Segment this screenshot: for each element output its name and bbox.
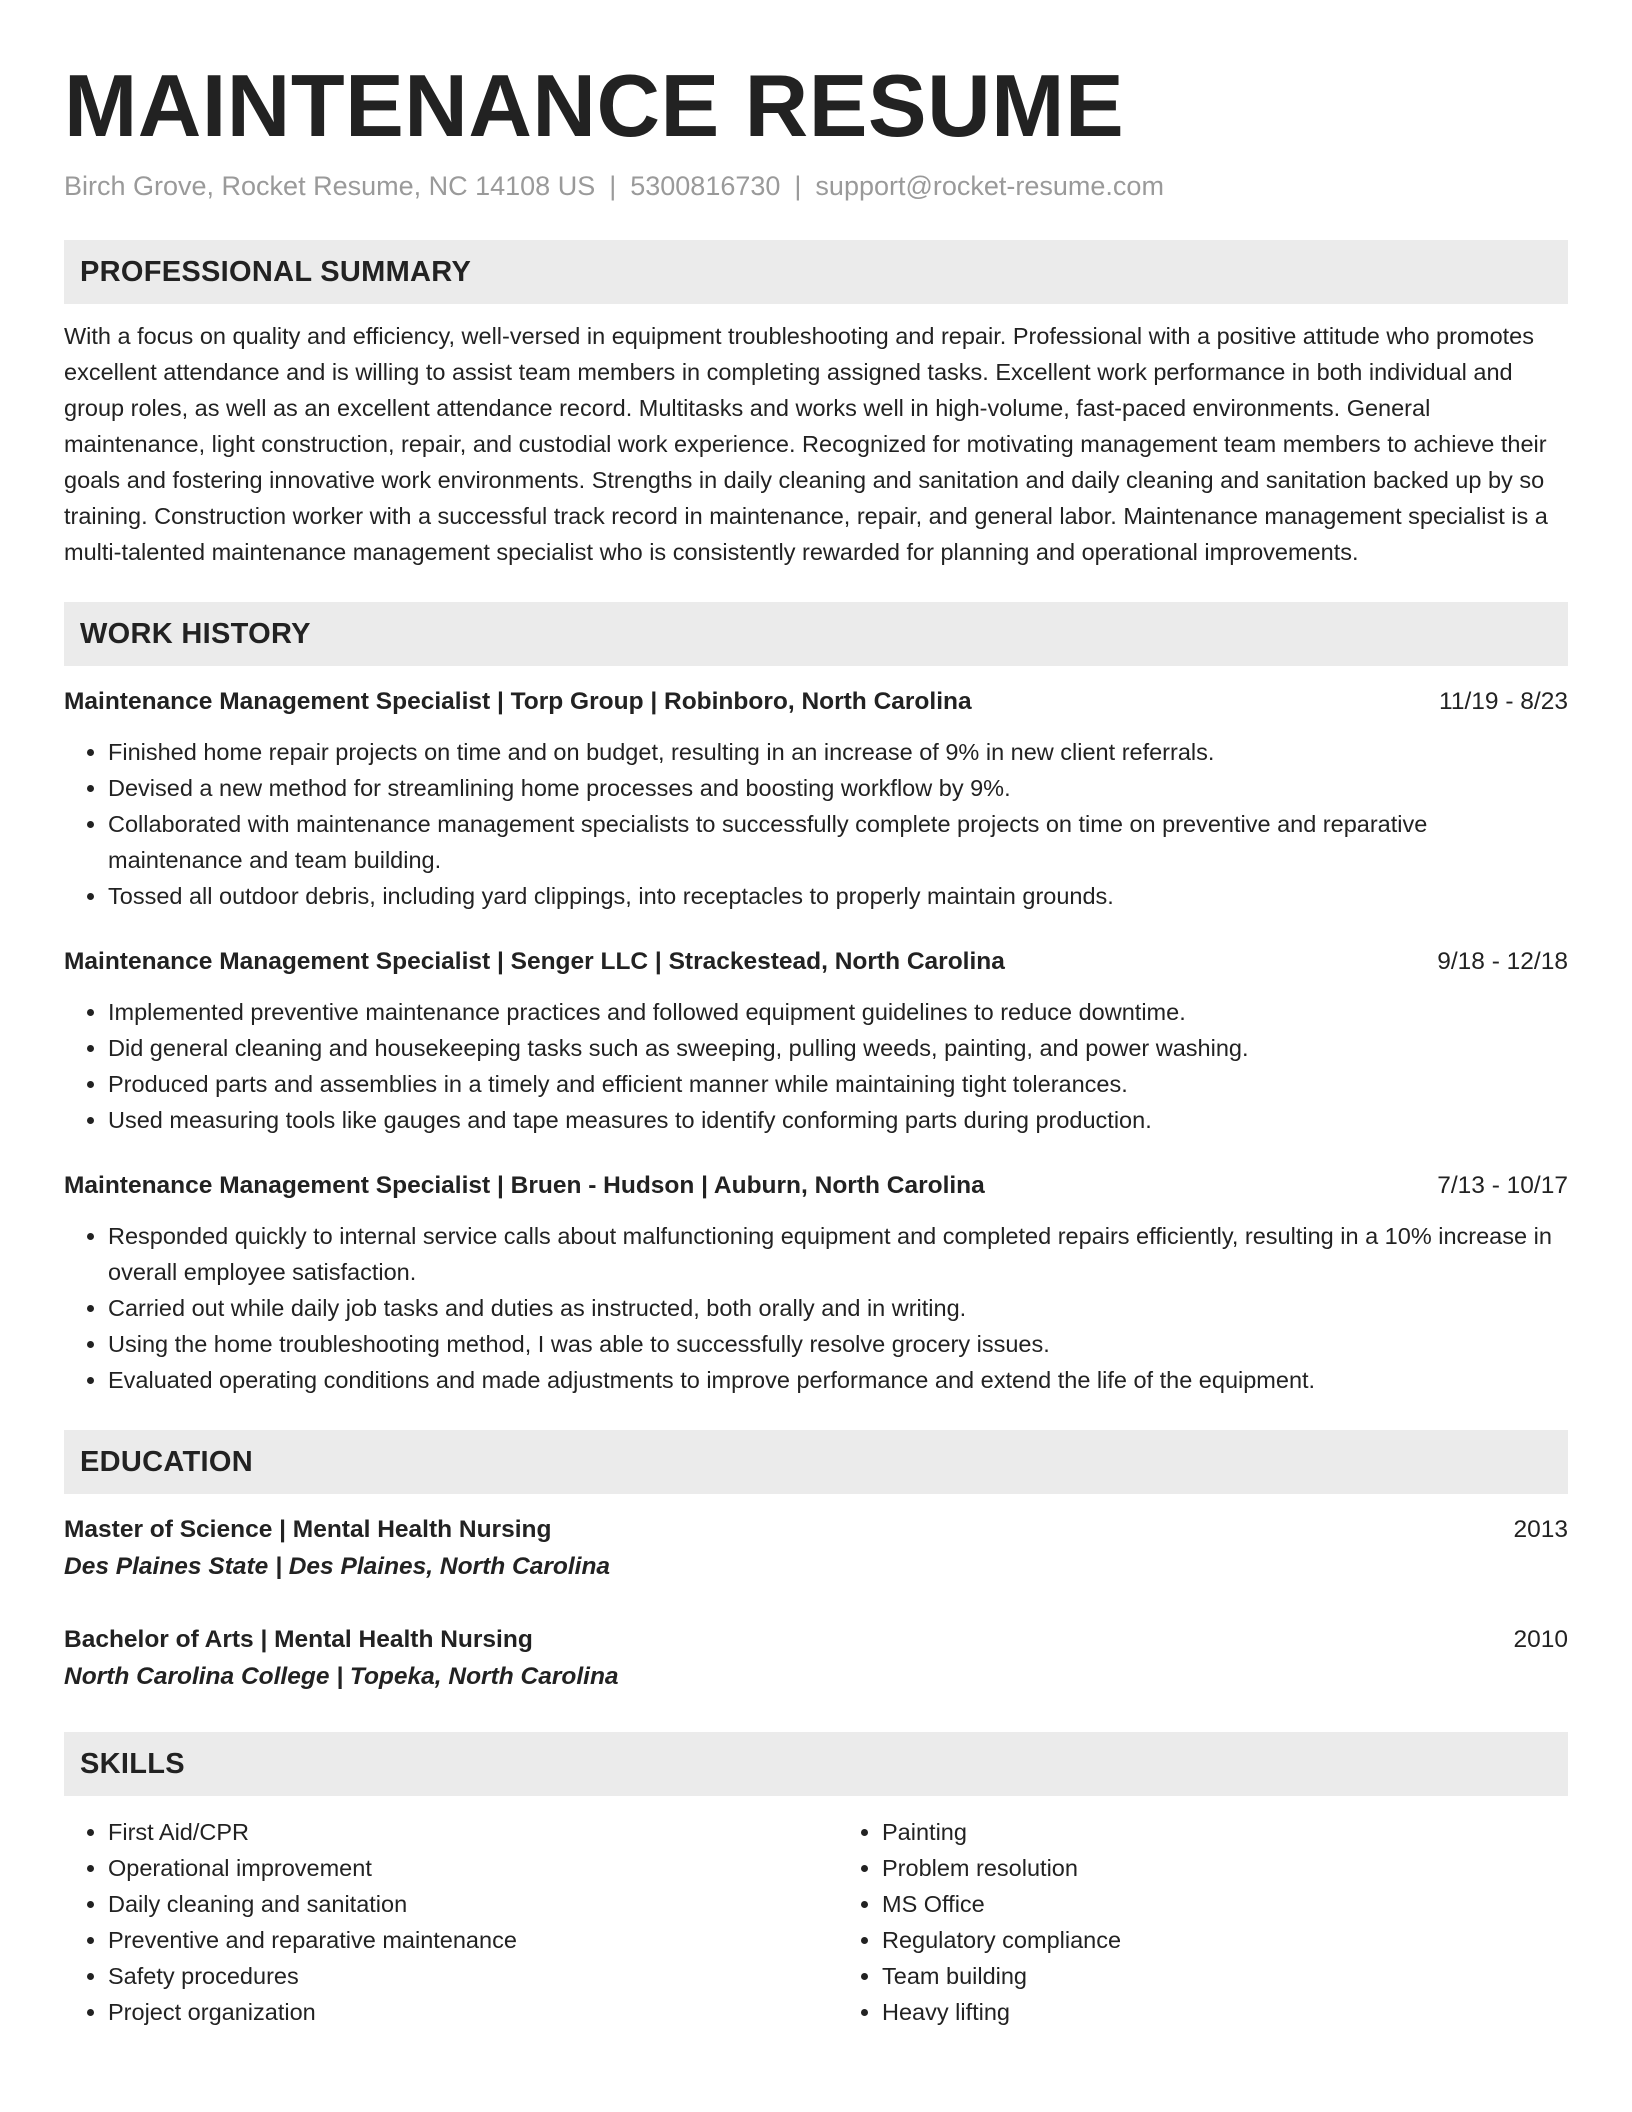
job-title: Maintenance Management Specialist | Senger LLC | Strackestead, North Carolina [64, 948, 1005, 975]
job-dates: 9/18 - 12/18 [1437, 948, 1568, 975]
job-bullet: • Tossed all outdoor debris, including yard clippings, into receptacles to properly maintain grounds. [108, 878, 1568, 914]
skill-item: • Problem resolution [882, 1850, 1568, 1886]
job-bullet: • Produced parts and assemblies in a timely and efficient manner while maintaining tight tolerances. [108, 1066, 1568, 1102]
degree-title: Bachelor of Arts | Mental Health Nursing [64, 1626, 533, 1653]
job-bullets [64, 734, 1568, 914]
skill-item: • MS Office [882, 1886, 1568, 1922]
summary-heading: PROFESSIONAL SUMMARY [64, 240, 1568, 304]
work-history-heading: WORK HISTORY [64, 602, 1568, 666]
job-entry [64, 1168, 1568, 1398]
skill-item: • Regulatory compliance [882, 1922, 1568, 1958]
job-header [64, 1168, 1568, 1204]
job-entry [64, 684, 1568, 914]
job-dates: 11/19 - 8/23 [1439, 688, 1568, 715]
job-bullet: • Evaluated operating conditions and made adjustments to improve performance and extend the life of the equipment. [108, 1362, 1568, 1398]
summary-text: With a focus on quality and efficiency, well-versed in equipment troubleshooting and repair. Professional with a positive attitude who promotes excellent attendance and is willing to assist team members in completing assigned tasks. Excellent work performance in both individual and group roles, as well as an excellent attendance record. Multitasks and works well in high-volume, fast-paced environments. General maintenance, light construction, repair, and custodial work experience. Recognized for motivating management team members to achieve their goals and fostering innovative work environments. Strengths in daily cleaning and sanitation and daily cleaning and sanitation backed up by so training. Construction worker with a successful track record in maintenance, repair, and general labor. Maintenance management specialist is a multi-talented maintenance management specialist who is consistently rewarded for planning and operational improvements. [64, 323, 1548, 565]
graduation-year: 2010 [1513, 1626, 1568, 1653]
skills-column-left [64, 1814, 816, 2030]
skill-item: • Heavy lifting [882, 1994, 1568, 2030]
job-bullet: • Carried out while daily job tasks and duties as instructed, both orally and in writing. [108, 1290, 1568, 1326]
skills-heading: SKILLS [64, 1732, 1568, 1796]
skill-item: • Preventive and reparative maintenance [108, 1922, 816, 1958]
school-name: North Carolina College | Topeka, North Carolina [64, 1663, 619, 1690]
education-header [64, 1622, 1568, 1658]
skills-column-right [816, 1814, 1568, 2030]
school-name: Des Plaines State | Des Plaines, North Carolina [64, 1553, 611, 1580]
skill-item: • Project organization [108, 1994, 816, 2030]
resume-title: MAINTENANCE RESUME [64, 56, 1125, 155]
education-header [64, 1512, 1568, 1548]
contact-separator: | [609, 171, 617, 201]
job-dates: 7/13 - 10/17 [1437, 1172, 1568, 1199]
job-title: Maintenance Management Specialist | Bruen - Hudson | Auburn, North Carolina [64, 1172, 985, 1199]
job-entry [64, 944, 1568, 1138]
skill-item: • Painting [882, 1814, 1568, 1850]
summary-section [64, 240, 1568, 570]
contact-separator: | [794, 171, 802, 201]
job-bullet: • Using the home troubleshooting method, I was able to successfully resolve grocery issues. [108, 1326, 1568, 1362]
skill-item: • Daily cleaning and sanitation [108, 1886, 816, 1922]
skill-item: • Safety procedures [108, 1958, 816, 1994]
skills-section [64, 1732, 1568, 2030]
skill-item: • Team building [882, 1958, 1568, 1994]
contact-phone: 5300816730 [630, 171, 781, 201]
education-entry [64, 1622, 1568, 1696]
education-heading: EDUCATION [64, 1430, 1568, 1494]
skill-item: • First Aid/CPR [108, 1814, 816, 1850]
job-bullet: • Responded quickly to internal service calls about malfunctioning equipment and completed repairs efficiently, resulting in a 10% increase in overall employee satisfaction. [108, 1218, 1568, 1290]
work-history-section [64, 602, 1568, 1398]
degree-title: Master of Science | Mental Health Nursing [64, 1516, 552, 1543]
education-section [64, 1430, 1568, 1696]
job-bullet: • Used measuring tools like gauges and tape measures to identify conforming parts during production. [108, 1102, 1568, 1138]
contact-email: support@rocket-resume.com [815, 171, 1164, 201]
education-entry [64, 1512, 1568, 1586]
skills-list [64, 1814, 1568, 2030]
job-bullets [64, 1218, 1568, 1398]
job-bullet: • Implemented preventive maintenance practices and followed equipment guidelines to reduce downtime. [108, 994, 1568, 1030]
job-header [64, 684, 1568, 720]
job-title: Maintenance Management Specialist | Torp Group | Robinboro, North Carolina [64, 688, 972, 715]
job-bullet: • Finished home repair projects on time and on budget, resulting in an increase of 9% in new client referrals. [108, 734, 1568, 770]
job-bullet: • Devised a new method for streamlining home processes and boosting workflow by 9%. [108, 770, 1568, 806]
job-bullet: • Did general cleaning and housekeeping tasks such as sweeping, pulling weeds, painting, and power washing. [108, 1030, 1568, 1066]
job-header [64, 944, 1568, 980]
graduation-year: 2013 [1513, 1516, 1568, 1543]
contact-line [64, 168, 1568, 204]
job-bullet: • Collaborated with maintenance management specialists to successfully complete projects on time on preventive and reparative maintenance and team building. [108, 806, 1568, 878]
job-bullets [64, 994, 1568, 1138]
contact-address: Birch Grove, Rocket Resume, NC 14108 US [64, 171, 596, 201]
skill-item: • Operational improvement [108, 1850, 816, 1886]
